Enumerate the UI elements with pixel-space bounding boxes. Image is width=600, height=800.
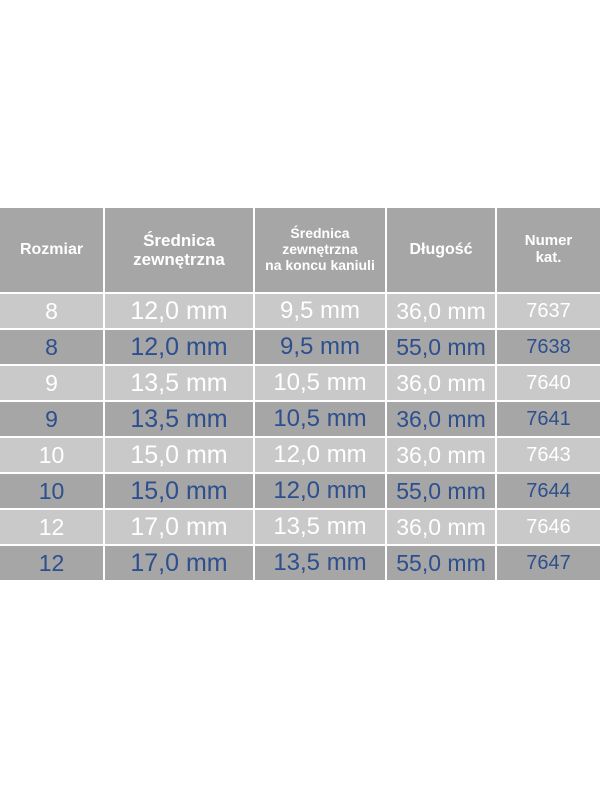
column-header-srednica-na-koncu-kaniuli-line-3: na koncu kaniuli: [265, 256, 375, 273]
column-header-srednica-na-koncu-kaniuli: [254, 208, 386, 293]
column-header-numer-kat-line-2: kat.: [535, 249, 562, 266]
column-header-rozmiar: [0, 208, 104, 293]
cell-srednica-na-koncu: 9,5 mm: [254, 329, 386, 365]
table-row: [0, 437, 600, 473]
specification-table: [0, 208, 600, 580]
cell-srednica-na-koncu: 12,0 mm: [254, 437, 386, 473]
cell-numer-kat: 7644: [496, 473, 600, 509]
cell-rozmiar: 12: [0, 509, 104, 545]
cell-srednica-na-koncu: 13,5 mm: [254, 545, 386, 580]
table-row: [0, 545, 600, 580]
cell-rozmiar: 12: [0, 545, 104, 580]
column-header-numer-kat: [496, 208, 600, 293]
cell-rozmiar: 9: [0, 401, 104, 437]
cell-srednica-na-koncu: 12,0 mm: [254, 473, 386, 509]
table-header-row: [0, 208, 600, 293]
column-header-srednica-na-koncu-kaniuli-line-2: zewnętrzna: [282, 241, 358, 258]
column-header-srednica-zewnetrzna-line-2: zewnętrzna: [133, 250, 225, 269]
cell-rozmiar: 8: [0, 329, 104, 365]
cell-srednica-na-koncu: 10,5 mm: [254, 365, 386, 401]
cell-srednica-zewnetrzna: 13,5 mm: [104, 401, 254, 437]
table-row: [0, 329, 600, 365]
cell-dlugosc: 36,0 mm: [386, 365, 496, 401]
table-body: [0, 293, 600, 580]
cell-numer-kat: 7637: [496, 293, 600, 329]
column-header-srednica-zewnetrzna: [104, 208, 254, 293]
column-header-numer-kat-line-1: Numer: [524, 232, 573, 250]
cell-dlugosc: 55,0 mm: [386, 329, 496, 365]
cell-srednica-na-koncu: 13,5 mm: [254, 509, 386, 545]
cell-srednica-na-koncu: 10,5 mm: [254, 401, 386, 437]
table-row: [0, 365, 600, 401]
cell-rozmiar: 10: [0, 437, 104, 473]
cell-numer-kat: 7643: [496, 437, 600, 473]
cell-srednica-zewnetrzna: 12,0 mm: [104, 293, 254, 329]
column-header-rozmiar-line-1: Rozmiar: [19, 241, 84, 259]
cell-dlugosc: 55,0 mm: [386, 545, 496, 580]
cell-rozmiar: 9: [0, 365, 104, 401]
table-row: [0, 401, 600, 437]
cell-srednica-zewnetrzna: 15,0 mm: [104, 437, 254, 473]
cell-numer-kat: 7638: [496, 329, 600, 365]
cell-srednica-zewnetrzna: 17,0 mm: [104, 509, 254, 545]
cell-numer-kat: 7647: [496, 545, 600, 580]
table-row: [0, 293, 600, 329]
cell-numer-kat: 7640: [496, 365, 600, 401]
cell-dlugosc: 36,0 mm: [386, 293, 496, 329]
table-header: [0, 208, 600, 293]
cell-rozmiar: 8: [0, 293, 104, 329]
cell-numer-kat: 7641: [496, 401, 600, 437]
cell-dlugosc: 36,0 mm: [386, 509, 496, 545]
cell-rozmiar: 10: [0, 473, 104, 509]
cell-dlugosc: 36,0 mm: [386, 437, 496, 473]
column-header-srednica-zewnetrzna-line-1: Średnica: [143, 230, 215, 250]
spec-table-container: [0, 208, 600, 580]
cell-srednica-zewnetrzna: 17,0 mm: [104, 545, 254, 580]
table-row: [0, 473, 600, 509]
cell-srednica-zewnetrzna: 15,0 mm: [104, 473, 254, 509]
column-header-srednica-na-koncu-kaniuli-line-1: Średnica: [290, 225, 350, 242]
cell-dlugosc: 36,0 mm: [386, 401, 496, 437]
column-header-dlugosc: [386, 208, 496, 293]
cell-dlugosc: 55,0 mm: [386, 473, 496, 509]
cell-numer-kat: 7646: [496, 509, 600, 545]
table-row: [0, 509, 600, 545]
column-header-dlugosc-line-1: Długość: [409, 241, 473, 259]
cell-srednica-na-koncu: 9,5 mm: [254, 293, 386, 329]
cell-srednica-zewnetrzna: 13,5 mm: [104, 365, 254, 401]
cell-srednica-zewnetrzna: 12,0 mm: [104, 329, 254, 365]
